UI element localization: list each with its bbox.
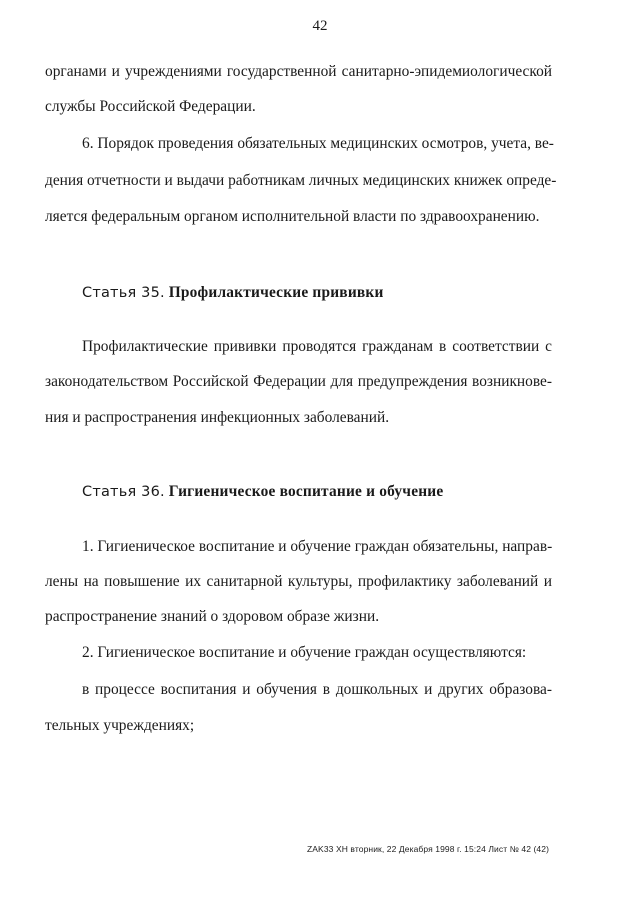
- text-line: 1. Гигиеническое воспитание и обучение граждан обязательны, направ-: [82, 538, 553, 555]
- text-line: 6. Порядок проведения обязательных медицинских осмотров, учета, ве-: [82, 135, 554, 152]
- page-number: 42: [312, 18, 328, 34]
- text-line: ния и распространения инфекционных заболеваний.: [45, 409, 390, 426]
- text-line: законодательством Российской Федерации для предупреждения возникнове-: [45, 373, 552, 390]
- page-footer: ZAK33 XH вторник, 22 Декабря 1998 г. 15:24 Лист № 42 (42): [307, 844, 550, 854]
- article-36-label: Статья 36.: [82, 484, 165, 500]
- text-line: дения отчетности и выдачи работникам личных медицинских книжек опреде-: [45, 172, 557, 189]
- article-35-title: Профилактические прививки: [168, 284, 384, 301]
- text-line: распространение знаний о здоровом образе жизни.: [45, 608, 380, 625]
- text-line: тельных учреждениях;: [45, 717, 195, 734]
- text-line: ляется федеральным органом исполнительной власти по здравоохранению.: [45, 208, 540, 225]
- article-35-label: Статья 35.: [82, 285, 165, 301]
- text-line: органами и учреждениями государственной санитарно-эпидемиологической: [45, 63, 552, 80]
- text-line: 2. Гигиеническое воспитание и обучение граждан осуществляются:: [82, 644, 527, 661]
- text-line: службы Российской Федерации.: [45, 98, 256, 115]
- text-line: в процессе воспитания и обучения в дошкольных и других образова-: [82, 681, 552, 698]
- article-35-heading: [82, 283, 589, 303]
- article-36-heading: [82, 482, 589, 502]
- text-line: лены на повышение их санитарной культуры, профилактику заболеваний и: [45, 573, 552, 590]
- article-36-title: Гигиеническое воспитание и обучение: [168, 483, 444, 500]
- text-line: Профилактические прививки проводятся гражданам в соответствии с: [82, 338, 552, 355]
